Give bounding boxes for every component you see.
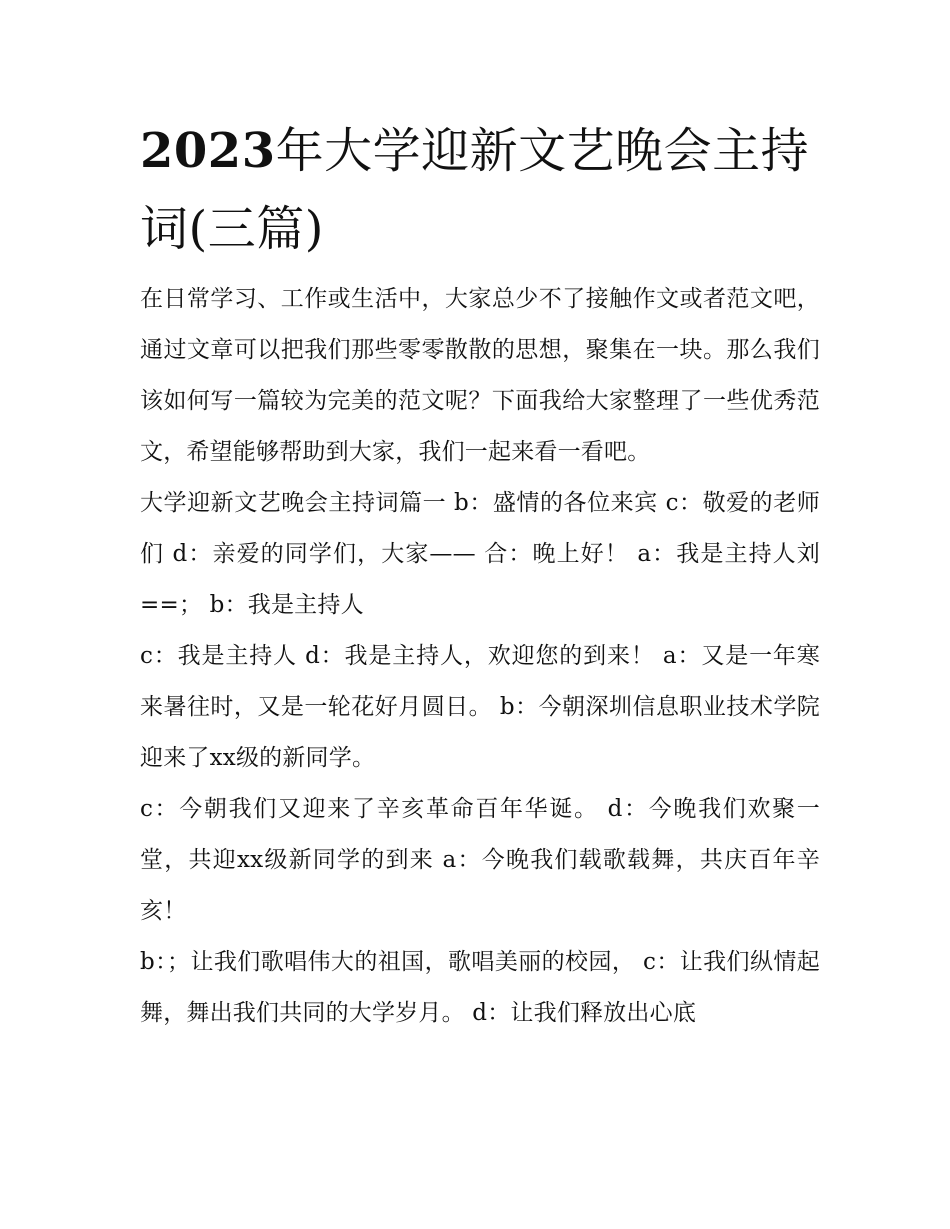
paragraph-2: c：我是主持人 d：我是主持人，欢迎您的到来！ a：又是一年寒来暑往时，又是一轮花好月圆日。 b：今朝深圳信息职业技术学院迎来了xx级的新同学。 [140,643,820,771]
paragraph-1: 大学迎新文艺晚会主持词篇一 b：盛情的各位来宾 c：敬爱的老师们 d：亲爱的同学们，大家—— 合：晚上好！ a：我是主持人刘==； b：我是主持人 [140,490,820,618]
title-year: 2023 [140,123,276,179]
title-block [140,112,820,268]
paragraph-4: b：；让我们歌唱伟大的祖国，歌唱美丽的校园， c：让我们纵情起舞，舞出我们共同的大学岁月。 d：让我们释放出心底 [140,949,820,1026]
document-title [140,112,820,268]
paragraph-3: c：今朝我们又迎来了辛亥革命百年华诞。 d：今晚我们欢聚一堂，共迎xx级新同学的到来 a：今晚我们载歌载舞，共庆百年辛亥！ [140,796,820,924]
paragraph-intro: 在日常学习、工作或生活中，大家总少不了接触作文或者范文吧，通过文章可以把我们那些零零散散的思想，聚集在一块。那么我们该如何写一篇较为完美的范文呢？下面我给大家整理了一些优秀范文，希望能够帮助到大家，我们一起来看一看吧。 [140,286,820,465]
title-text: 年大学迎新文艺晚会主持词(三篇) [140,123,810,257]
document-body [140,112,820,1039]
